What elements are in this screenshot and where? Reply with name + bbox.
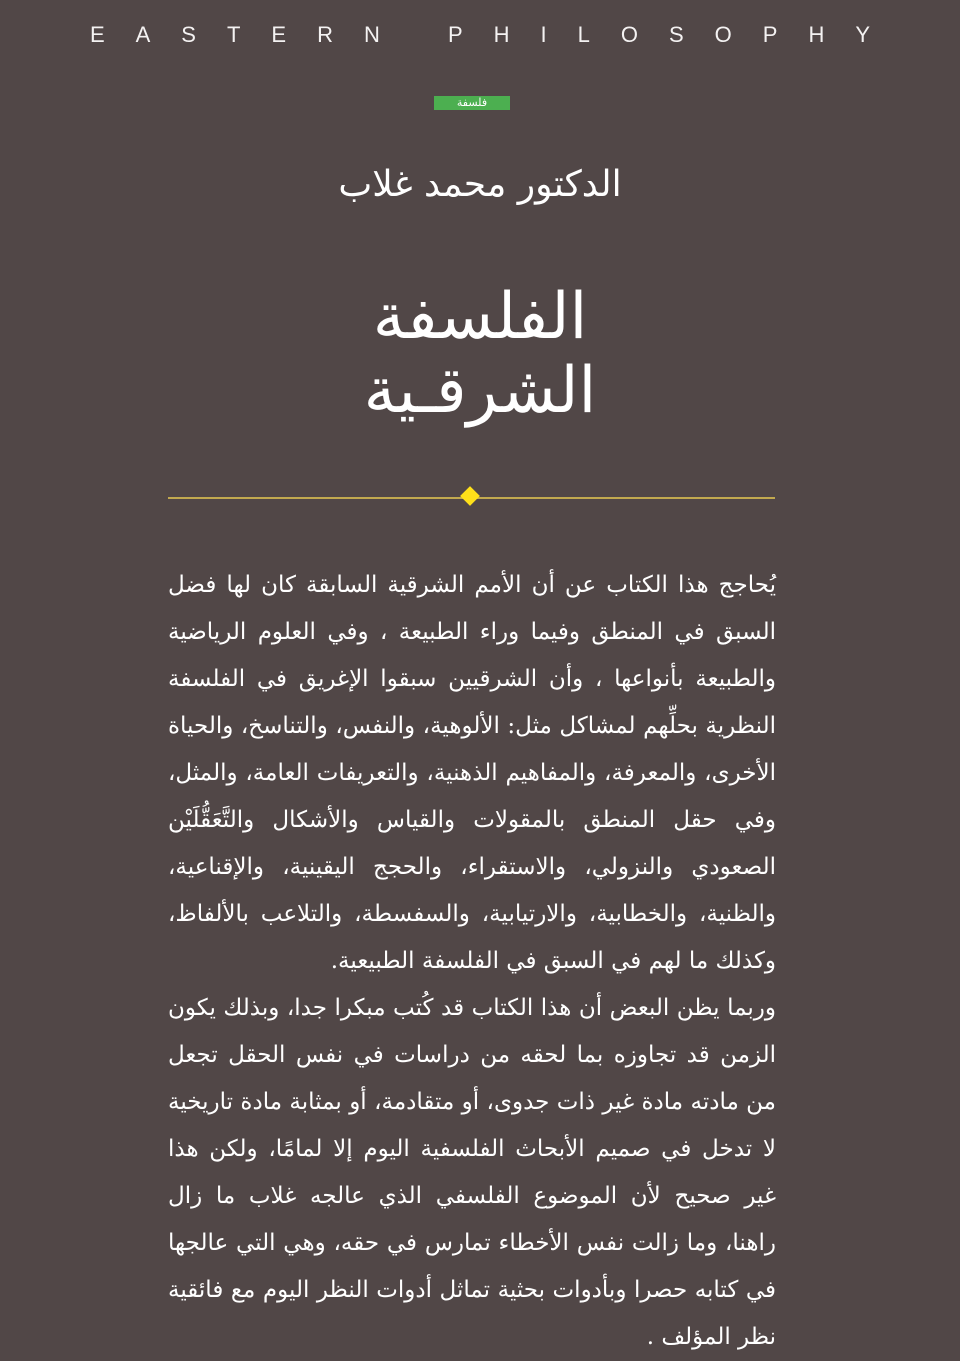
diamond-ornament-icon — [460, 486, 480, 506]
series-label: EASTERN PHILOSOPHY — [89, 22, 902, 47]
category-badge: فلسفة — [434, 96, 510, 110]
blurb-paragraph-2: وربما يظن البعض أن هذا الكتاب قد كُتب مبكرا جدا، وبذلك يكون الزمن قد تجاوزه بما لحقه من دراسات في نفس الحقل تجعل من مادته مادة غير ذات جدوى، أو متقادمة، أو بمثابة مادة تاريخية لا تدخل في صميم الأبحاث الفلسفية اليوم إلا لمامًا، ولكن هذا غير صحيح لأن الموضوع الفلسفي الذي عالجه غلاب ما زال راهنا، وما زالت نفس الأخطاء تمارس في حقه، وهي التي عالجها في كتابه حصرا وبأدوات بحثية تماثل أدوات النظر اليوم مع فائقية نظر المؤلف . — [168, 995, 776, 1350]
book-title — [0, 280, 960, 428]
title-line-2: الشرقـية — [363, 354, 597, 428]
author-name: الدكتور محمد غلاب — [338, 164, 622, 205]
back-cover-blurb — [168, 562, 776, 1361]
title-line-1: الفلسفة — [372, 280, 588, 354]
blurb-paragraph-1: يُحاجج هذا الكتاب عن أن الأمم الشرقية السابقة كان لها فضل السبق في المنطق وفيما وراء الطبيعة ، وفي العلوم الرياضية والطبيعة بأنواعها ، وأن الشرقيين سبقوا الإغريق في الفلسفة النظرية بحلِّهم لمشاكل مثل: الألوهية، والنفس، والتناسخ، والحياة الأخرى، والمعرفة، والمفاهيم الذهنية، والتعريفات العامة، والمثل، وفي حقل المنطق بالمقولات والقياس والأشكال والتَّعَقُّلَيْن الصعودي والنزولي، والاستقراء، والحجج اليقينية، والإقناعية، والظنية، والخطابية، والارتيابية، والسفسطة، والتلاعب بالألفاظ، وكذلك ما لهم في السبق في الفلسفة الطبيعية. — [168, 572, 776, 974]
